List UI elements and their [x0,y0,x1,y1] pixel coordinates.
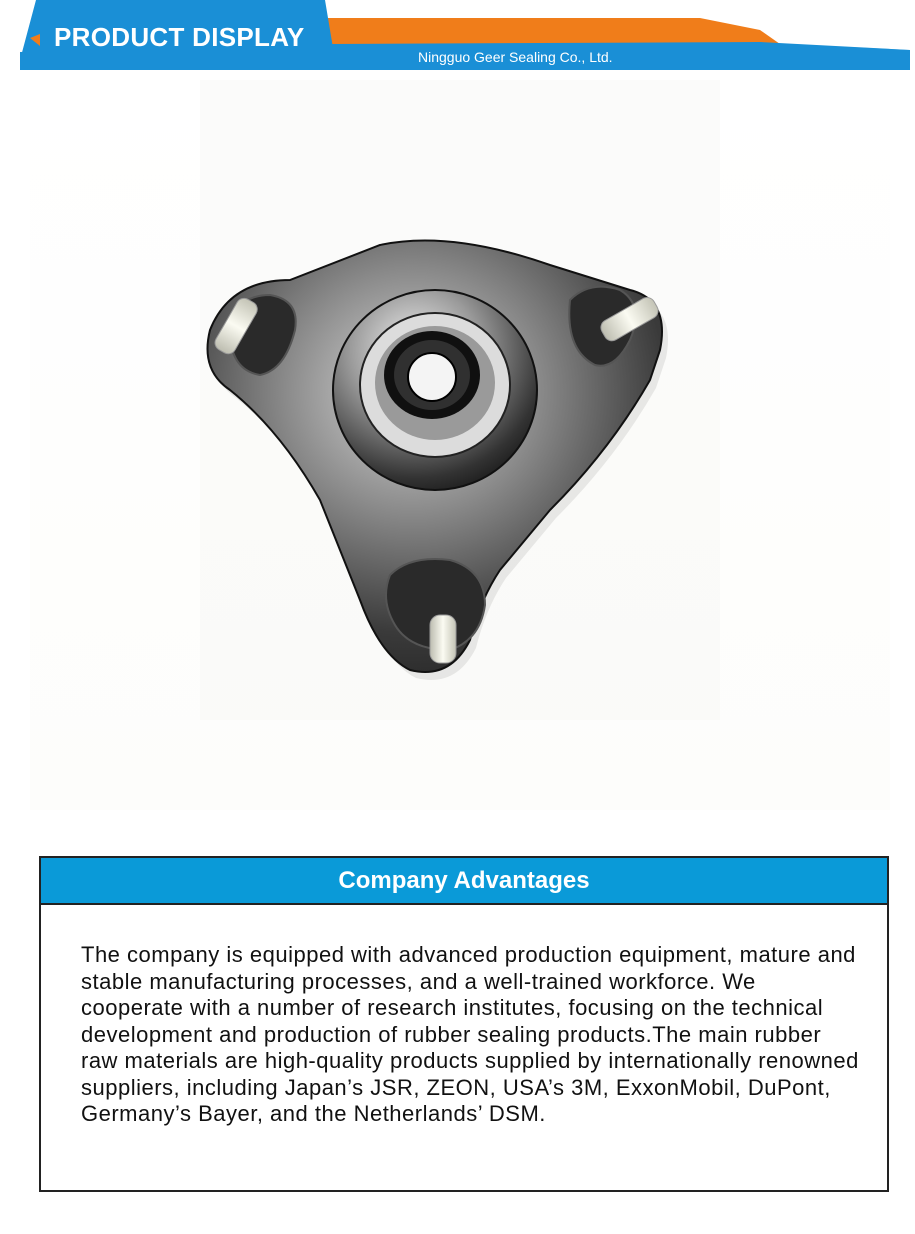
advantages-title: Company Advantages [338,866,590,894]
page-title: PRODUCT DISPLAY [54,22,305,52]
advantages-header [41,858,887,905]
header-banner [0,0,915,80]
strut-mount-image [30,80,890,810]
company-name: Ningguo Geer Sealing Co., Ltd. [418,49,613,65]
advantages-panel [39,856,889,1192]
product-photo [30,80,890,810]
advantages-text: The company is equipped with advanced production equipment, mature and stable manufacturing processes, and a well-trained workforce. We cooperate with a number of research institutes, focusing on the technical development and production of rubber sealing products.The main rubber raw materials are high-quality products supplied by internationally renowned suppliers, including Japan’s JSR, ZEON, USA’s 3M, ExxonMobil, DuPont, Germany’s Bayer, and the Netherlands’ DSM. [81,942,859,1126]
